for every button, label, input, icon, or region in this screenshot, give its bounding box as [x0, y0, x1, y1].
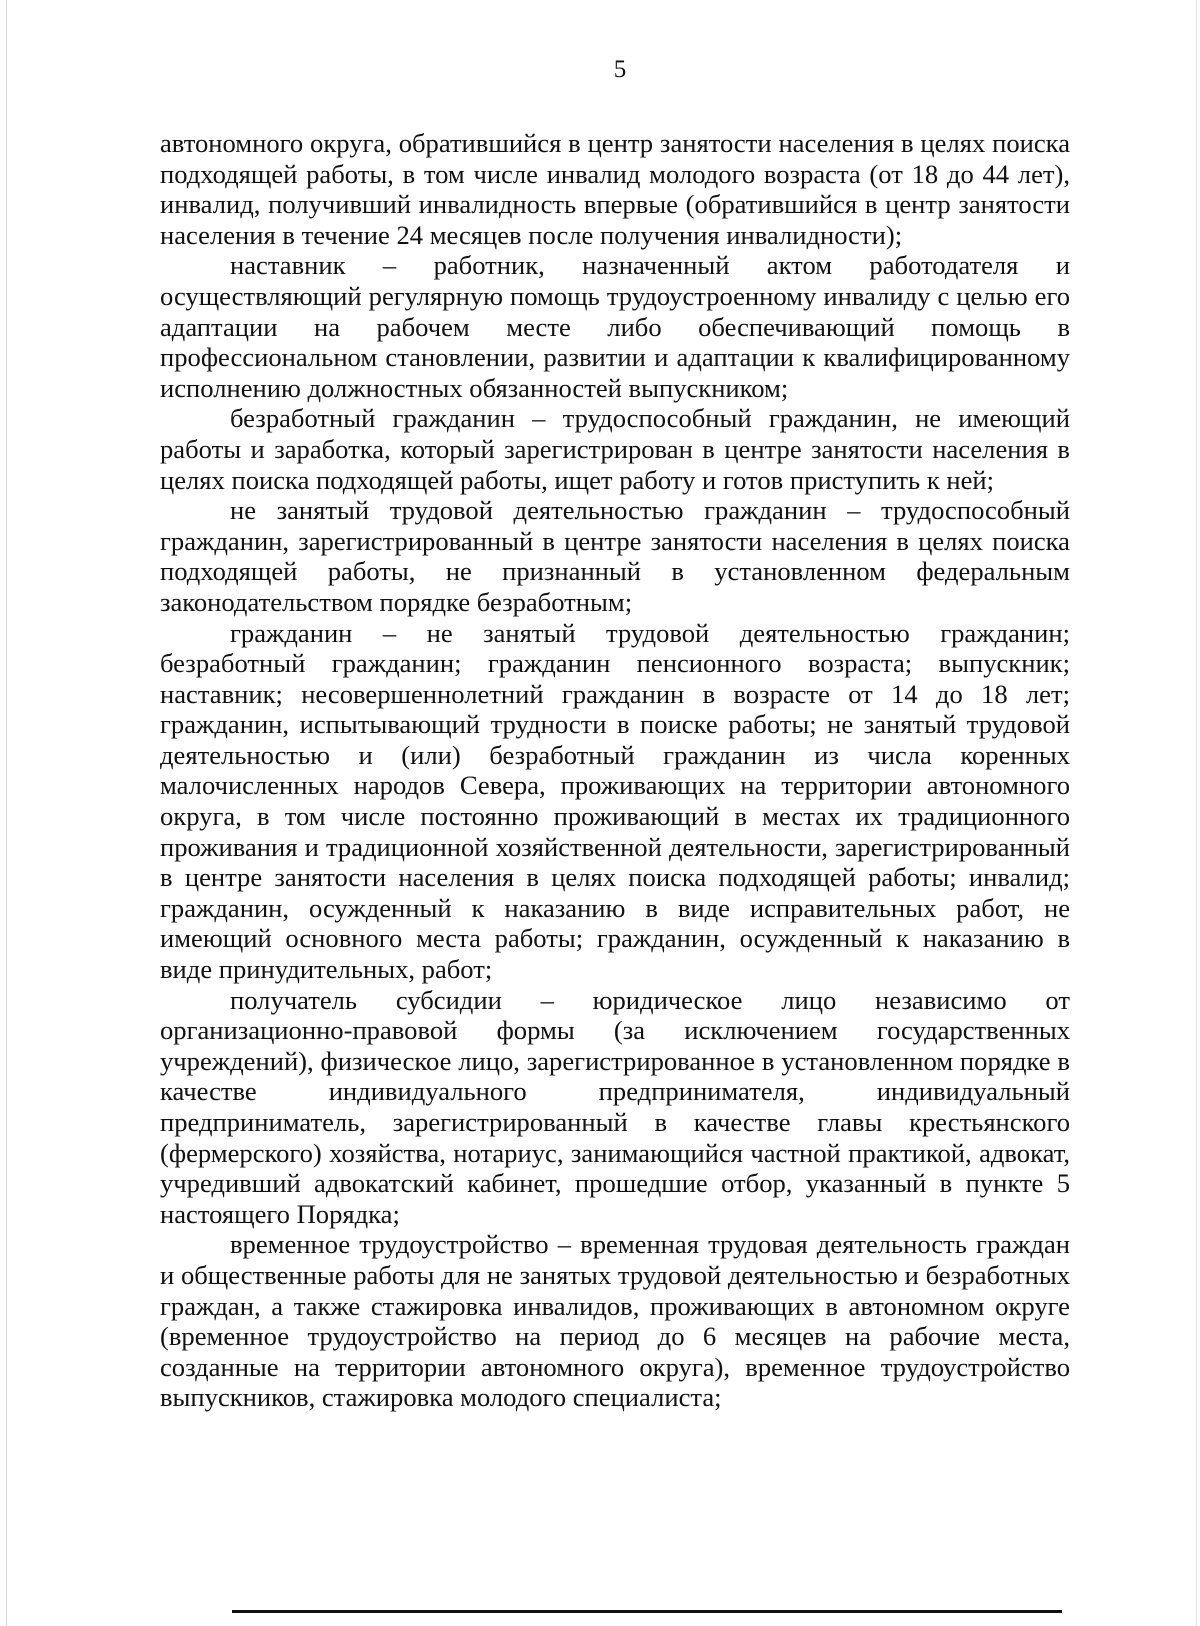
- scan-left-edge: [6, 0, 7, 1626]
- paragraph-subsidy-recipient-definition: получатель субсидии – юридическое лицо независимо от организационно-правовой формы (за исключением государственных учреждений), физическое лицо, зарегистрированное в установленном порядке в качестве индивидуального предпринимателя, индивидуальный предприниматель, зарегистрированный в качестве главы крестьянского (фермерского) хозяйства, нотариус, занимающийся частной практикой, адвокат, учредивший адвокатский кабинет, прошедшие отбор, указанный в пункте 5 настоящего Порядка;: [160, 984, 1070, 1229]
- document-body: [160, 128, 1070, 1413]
- paragraph-continuation: автономного округа, обратившийся в центр занятости населения в целях поиска подходящей работы, в том числе инвалид молодого возраста (от 18 до 44 лет), инвалид, получивший инвалидность впервые (обратившийся в центр занятости населения в течение 24 месяцев после получения инвалидности);: [160, 128, 1070, 250]
- paragraph-citizen-definition: гражданин – не занятый трудовой деятельностью гражданин; безработный гражданин; гражданин пенсионного возраста; выпускник; наставник; несовершеннолетний гражданин в возрасте от 14 до 18 лет; гражданин, испытывающий трудности в поиске работы; не занятый трудовой деятельностью и (или) безработный гражданин из числа коренных малочисленных народов Севера, проживающих на территории автономного округа, в том числе постоянно проживающий в местах их традиционного проживания и традиционной хозяйственной деятельности, зарегистрированный в центре занятости населения в целях поиска подходящей работы; инвалид; гражданин, осужденный к наказанию в виде исправительных работ, не имеющий основного места работы; гражданин, осужденный к наказанию в виде принудительных, работ;: [160, 617, 1070, 985]
- paragraph-temporary-employment-definition: временное трудоустройство – временная трудовая деятельность граждан и общественные работы для не занятых трудовой деятельностью и безработных граждан, а также стажировка инвалидов, проживающих в автономном округе (временное трудоустройство на период до 6 месяцев на рабочие места, созданные на территории автономного округа), временное трудоустройство выпускников, стажировка молодого специалиста;: [160, 1229, 1070, 1413]
- bottom-rule: [232, 1610, 1062, 1613]
- scan-right-edge: [1196, 0, 1197, 1626]
- paragraph-not-employed-definition: не занятый трудовой деятельностью гражданин – трудоспособный гражданин, зарегистрированный в центре занятости населения в целях поиска подходящей работы, не признанный в установленном федеральным законодательством порядке безработным;: [160, 495, 1070, 617]
- paragraph-mentor-definition: наставник – работник, назначенный актом работодателя и осуществляющий регулярную помощь трудоустроенному инвалиду с целью его адаптации на рабочем месте либо обеспечивающий помощь в профессиональном становлении, развитии и адаптации к квалифицированному исполнению должностных обязанностей выпускником;: [160, 250, 1070, 403]
- page-number: 5: [613, 56, 627, 83]
- paragraph-unemployed-definition: безработный гражданин – трудоспособный гражданин, не имеющий работы и заработка, который зарегистрирован в центре занятости населения в целях поиска подходящей работы, ищет работу и готов приступить к ней;: [160, 403, 1070, 495]
